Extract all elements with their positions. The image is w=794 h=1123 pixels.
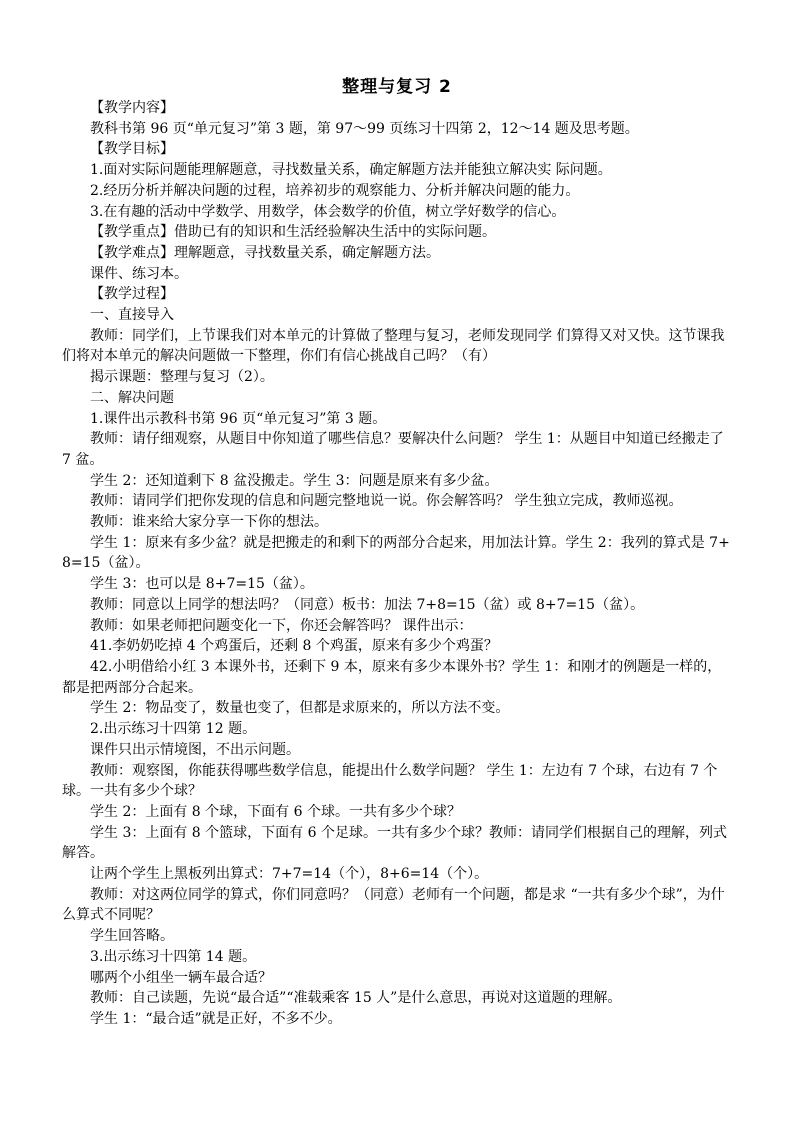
paragraph: 教师：请仔细观察，从题目中你知道了哪些信息？要解决什么问题？ 学生 1：从题目中知道已经搬走了 7 盆。 [62,431,724,468]
paragraph: 【教学目标】 [90,141,174,158]
paragraph: 教科书第 96 页“单元复习”第 3 题，第 97～99 页练习十四第 2，12～14 题及思考题。 [90,120,639,137]
paragraph: 教师：自己读题，先说“最合适”“准载乘客 15 人”是什么意思，再说对这道题的理解。 [90,990,622,1007]
paragraph: 【教学重点】借助已有的知识和生活经验解决生活中的实际问题。 [90,224,496,241]
paragraph: 教师：请同学们把你发现的信息和问题完整地说一说。你会解答吗？ 学生独立完成，教师巡视。 [90,493,683,510]
paragraph: 哪两个小组坐一辆车最合适？ [90,969,272,986]
paragraph: 教师：同学们，上节课我们对本单元的计算做了整理与复习，老师发现同学 们算得又对又快。这节课我们将对本单元的解决问题做一下整理，你们有信心挑战自己吗？（有） [62,327,725,365]
paragraph: 教师：同意以上同学的想法吗？（同意）板书：加法 7+8=15（盆）或 8+7=15（盆）。 [90,596,645,613]
paragraph: 学生 1：原来有多少盆？就是把搬走的和剩下的两部分合起来，用加法计算。学生 2：我列的算式是 7+8=15（盆）。 [62,534,730,572]
paragraph: 一、直接导入 [90,307,174,324]
document-title: 整理与复习 2 [342,77,452,97]
paragraph: 揭示课题：整理与复习（2）。 [90,369,274,386]
paragraph: 【教学难点】理解题意，寻找数量关系，确定解题方法。 [90,244,440,261]
paragraph: 学生 3：上面有 8 个篮球，下面有 6 个足球。一共有多少个球？教师：请同学们根据自己的理解，列式解答。 [62,824,727,862]
paragraph: 课件、练习本。 [90,265,188,282]
paragraph: 学生 2：物品变了，数量也变了，但都是求原来的，所以方法不变。 [90,700,510,717]
paragraph: 学生回答略。 [90,928,174,945]
paragraph: 2.出示练习十四第 12 题。 [90,721,257,738]
paragraph: 3.出示练习十四第 14 题。 [90,948,257,965]
paragraph: 2.经历分析并解决问题的过程，培养初步的观察能力、分析并解决问题的能力。 [90,182,580,199]
paragraph: 教师：观察图，你能获得哪些数学信息，能提出什么数学问题？ 学生 1：左边有 7 个球，右边有 7 个球。一共有多少个球？ [62,762,718,800]
paragraph: 教师：对这两位同学的算式，你们同意吗？（同意）老师有一个问题，都是求 “一共有多少个球”，为什么算式不同呢？ [62,886,725,924]
paragraph: 学生 2：还知道剩下 8 盆没搬走。学生 3：问题是原来有多少盆。 [90,472,499,489]
paragraph: 二、解决问题 [90,389,174,406]
document-body [62,98,734,1030]
paragraph: 1.面对实际问题能理解题意，寻找数量关系，确定解题方法并能独立解决实 际问题。 [90,162,612,179]
paragraph: 教师：谁来给大家分享一下你的想法。 [90,514,328,531]
paragraph: 教师：如果老师把问题变化一下，你还会解答吗？ 课件出示： [90,617,473,634]
paragraph: 【教学过程】 [90,286,174,303]
paragraph: 42.小明借给小红 3 本课外书，还剩下 9 本，原来有多少本课外书？学生 1：和刚才的例题是一样的，都是把两部分合起来。 [62,658,722,696]
paragraph: 【教学内容】 [90,100,174,116]
paragraph: 学生 2：上面有 8 个球，下面有 6 个球。一共有多少个球？ [90,803,461,820]
paragraph: 让两个学生上黑板列出算式：7+7=14（个），8+6=14（个）。 [90,866,489,883]
paragraph: 3.在有趣的活动中学数学、用数学，体会数学的价值，树立学好数学的信心。 [90,203,566,220]
paragraph: 41.李奶奶吃掉 4 个鸡蛋后，还剩 8 个鸡蛋，原来有多少个鸡蛋？ [90,638,498,655]
paragraph: 1.课件出示教科书第 96 页“单元复习”第 3 题。 [90,410,387,427]
paragraph: 学生 3：也可以是 8+7=15（盆）。 [90,576,314,593]
paragraph: 课件只出示情境图，不出示问题。 [90,741,300,758]
paragraph: 学生 1：“最合适”就是正好，不多不少。 [90,1010,342,1027]
